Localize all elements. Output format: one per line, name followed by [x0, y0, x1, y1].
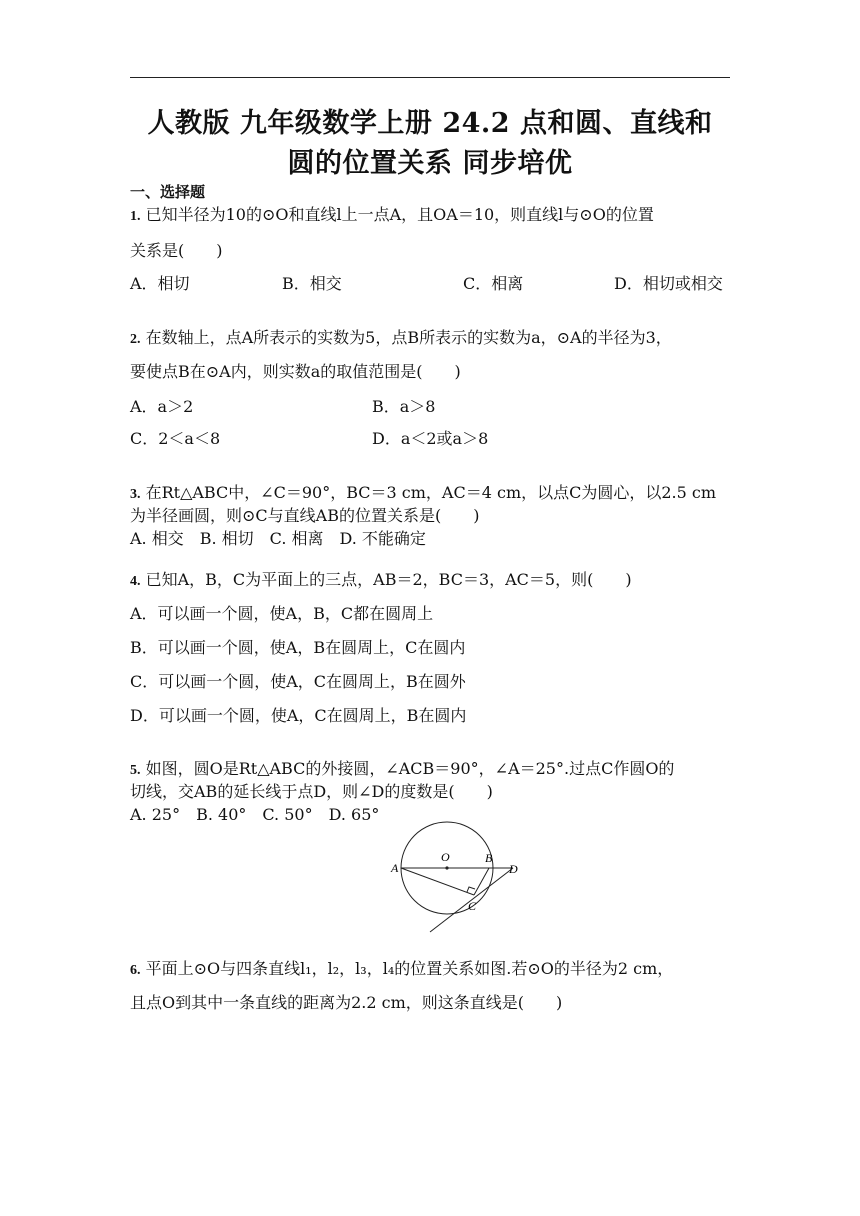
label-o: O — [441, 850, 450, 864]
question-4-line-1 — [130, 567, 632, 590]
q4-option-b: B．可以画一个圆，使A，B在圆周上，C在圆内 — [130, 638, 466, 657]
question-2-line-1 — [130, 325, 672, 348]
question-number: 1. — [130, 209, 141, 224]
section-heading: 一、选择题 — [130, 183, 206, 201]
label-a: A — [391, 861, 399, 875]
center-point-o — [445, 866, 448, 869]
q5-geometry-figure — [385, 820, 535, 935]
right-angle-mark — [467, 887, 475, 892]
q5-options: A. 25° B. 40° C. 50° D. 65° — [130, 805, 380, 824]
q3-options: A. 相交 B. 相切 C. 相离 D. 不能确定 — [130, 529, 426, 548]
question-2-line-2: 要使点B在⊙A内，则实数a的取值范围是( ) — [130, 362, 461, 381]
q4-option-a: A．可以画一个圆，使A，B，C都在圆周上 — [130, 604, 434, 623]
question-text: 平面上⊙O与四条直线l₁，l₂，l₃，l₄的位置关系如图.若⊙O的半径为2 cm， — [145, 959, 674, 978]
q1-option-c: C．相离 — [463, 274, 524, 293]
question-text: 在数轴上，点A所表示的实数为5，点B所表示的实数为a，⊙A的半径为3， — [145, 328, 672, 347]
question-1-line-1 — [130, 202, 654, 225]
question-6-line-1 — [130, 956, 673, 979]
page-title — [130, 104, 730, 184]
q1-option-a: A．相切 — [130, 274, 190, 293]
question-1-line-2: 关系是( ) — [130, 241, 223, 260]
q1-option-b: B．相交 — [282, 274, 342, 293]
title-line-2: 圆的位置关系 同步培优 — [287, 148, 573, 179]
label-d: D — [509, 862, 518, 876]
q2-option-d: D．a＜2或a＞8 — [372, 429, 489, 448]
q2-option-b: B．a＞8 — [372, 397, 436, 416]
question-5-line-2: 切线，交AB的延长线于点D，则∠D的度数是( ) — [130, 782, 493, 801]
question-text: 已知A，B，C为平面上的三点，AB＝2，BC＝3，AC＝5，则( ) — [145, 570, 632, 589]
q2-option-a: A．a＞2 — [130, 397, 194, 416]
question-5-line-1 — [130, 756, 674, 779]
question-number: 5. — [130, 763, 141, 778]
q4-option-c: C．可以画一个圆，使A，C在圆周上，B在圆外 — [130, 672, 466, 691]
label-c: C — [468, 899, 477, 913]
q4-option-d: D．可以画一个圆，使A，C在圆周上，B在圆内 — [130, 706, 467, 725]
question-number: 4. — [130, 574, 141, 589]
question-text: 已知半径为10的⊙O和直线l上一点A，且OA＝10，则直线l与⊙O的位置 — [145, 205, 654, 224]
title-line-1: 人教版 九年级数学上册 24.2 点和圆、直线和 — [147, 108, 713, 139]
header-rule — [130, 77, 730, 78]
question-text: 如图，圆O是Rt△ABC的外接圆，∠ACB＝90°，∠A＝25°.过点C作圆O的 — [145, 759, 675, 778]
question-number: 3. — [130, 487, 141, 502]
question-number: 6. — [130, 963, 141, 978]
segment-ac — [401, 868, 474, 895]
question-3-line-1 — [130, 480, 716, 503]
label-b: B — [485, 851, 493, 865]
question-number: 2. — [130, 332, 141, 347]
q1-option-d: D．相切或相交 — [614, 274, 723, 293]
q2-option-c: C．2＜a＜8 — [130, 429, 221, 448]
question-3-line-2: 为半径画圆，则⊙C与直线AB的位置关系是( ) — [130, 506, 480, 525]
question-6-line-2: 且点O到其中一条直线的距离为2.2 cm，则这条直线是( ) — [130, 993, 563, 1012]
question-text: 在Rt△ABC中，∠C＝90°，BC＝3 cm，AC＝4 cm，以点C为圆心，以2.5 cm — [145, 483, 717, 502]
